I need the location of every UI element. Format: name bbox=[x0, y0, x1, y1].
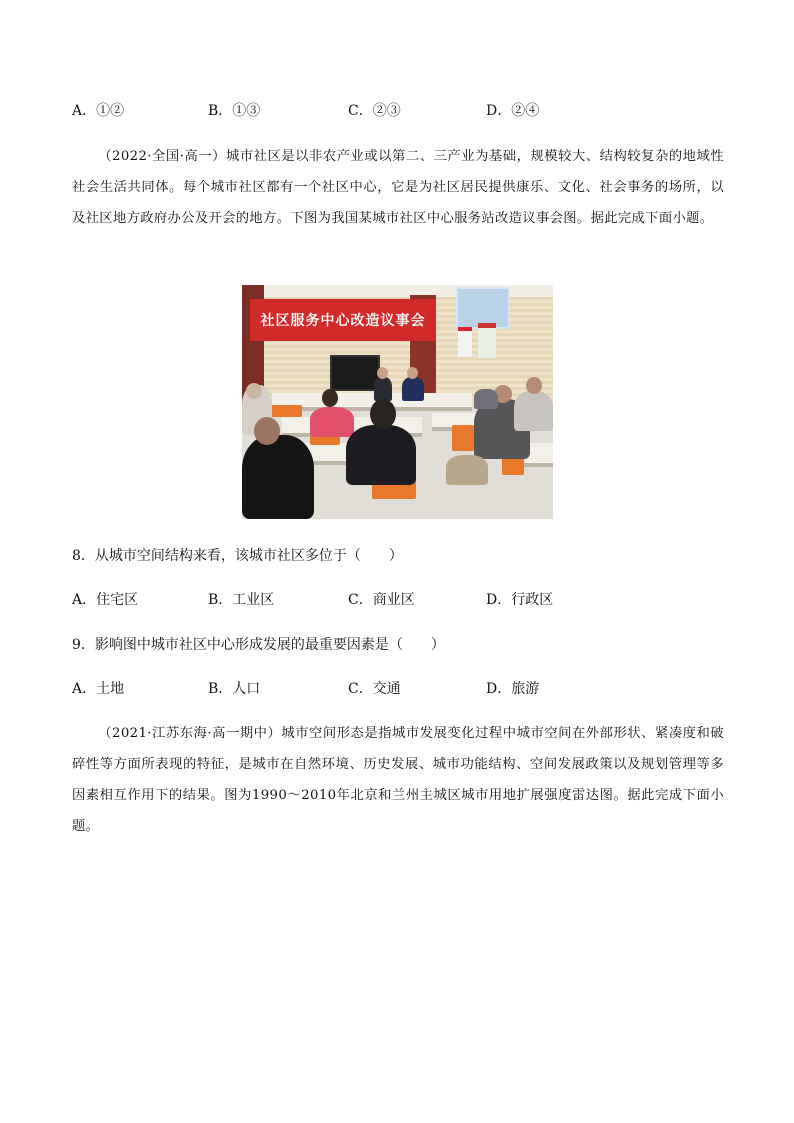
q9-option-c: C．交通 bbox=[348, 681, 401, 697]
passage-community-text: 城市社区是以非农产业或以第二、三产业为基础，规模较大、结构较复杂的地域性社会生活共同体。每个城市社区都有一个社区中心，它是为社区居民提供康乐、文化、社会事务的场所，以及社区地方政府办公及开会的地方。下图为我国某城市社区中心服务站改造议事会图。据此完成下面小题。 bbox=[72, 149, 724, 226]
q7-option-d: D．②④ bbox=[486, 103, 540, 119]
q7-option-c: C．②③ bbox=[348, 103, 401, 119]
q8-stem: 8．从城市空间结构来看，该城市社区多位于（ ） bbox=[72, 548, 403, 564]
q9-stem: 9．影响图中城市社区中心形成发展的最重要因素是（ ） bbox=[72, 637, 445, 653]
passage-urban-form-text: 城市空间形态是指城市发展变化过程中城市空间在外部形状、紧凑度和破碎性等方面所表现的特征，是城市在自然环境、历史发展、城市功能结构、空间发展政策以及规划管理等多因素相互作用下的结果。图为1990～2010年北京和兰州主城区城市用地扩展强度雷达图。据此完成下面小题。 bbox=[72, 726, 724, 834]
q8-option-a: A．住宅区 bbox=[72, 592, 139, 608]
q9-option-d: D．旅游 bbox=[486, 681, 540, 697]
q8-option-d: D．行政区 bbox=[486, 592, 554, 608]
q8-option-c: C．商业区 bbox=[348, 592, 415, 608]
q9-option-b: B．人口 bbox=[208, 681, 261, 697]
q8-option-b: B．工业区 bbox=[208, 592, 275, 608]
q9-option-a: A．土地 bbox=[72, 681, 125, 697]
passage-community bbox=[72, 141, 724, 234]
q7-option-a: A．①② bbox=[72, 103, 125, 119]
passage-community-source: （2022·全国·高一） bbox=[98, 149, 226, 164]
meeting-banner: 社区服务中心改造议事会 bbox=[250, 299, 436, 341]
passage-urban-form bbox=[72, 718, 724, 842]
q7-option-b: B．①③ bbox=[208, 103, 261, 119]
meeting-photo bbox=[242, 285, 553, 519]
passage-urban-form-source: （2021·江苏东海·高一期中） bbox=[98, 726, 282, 741]
